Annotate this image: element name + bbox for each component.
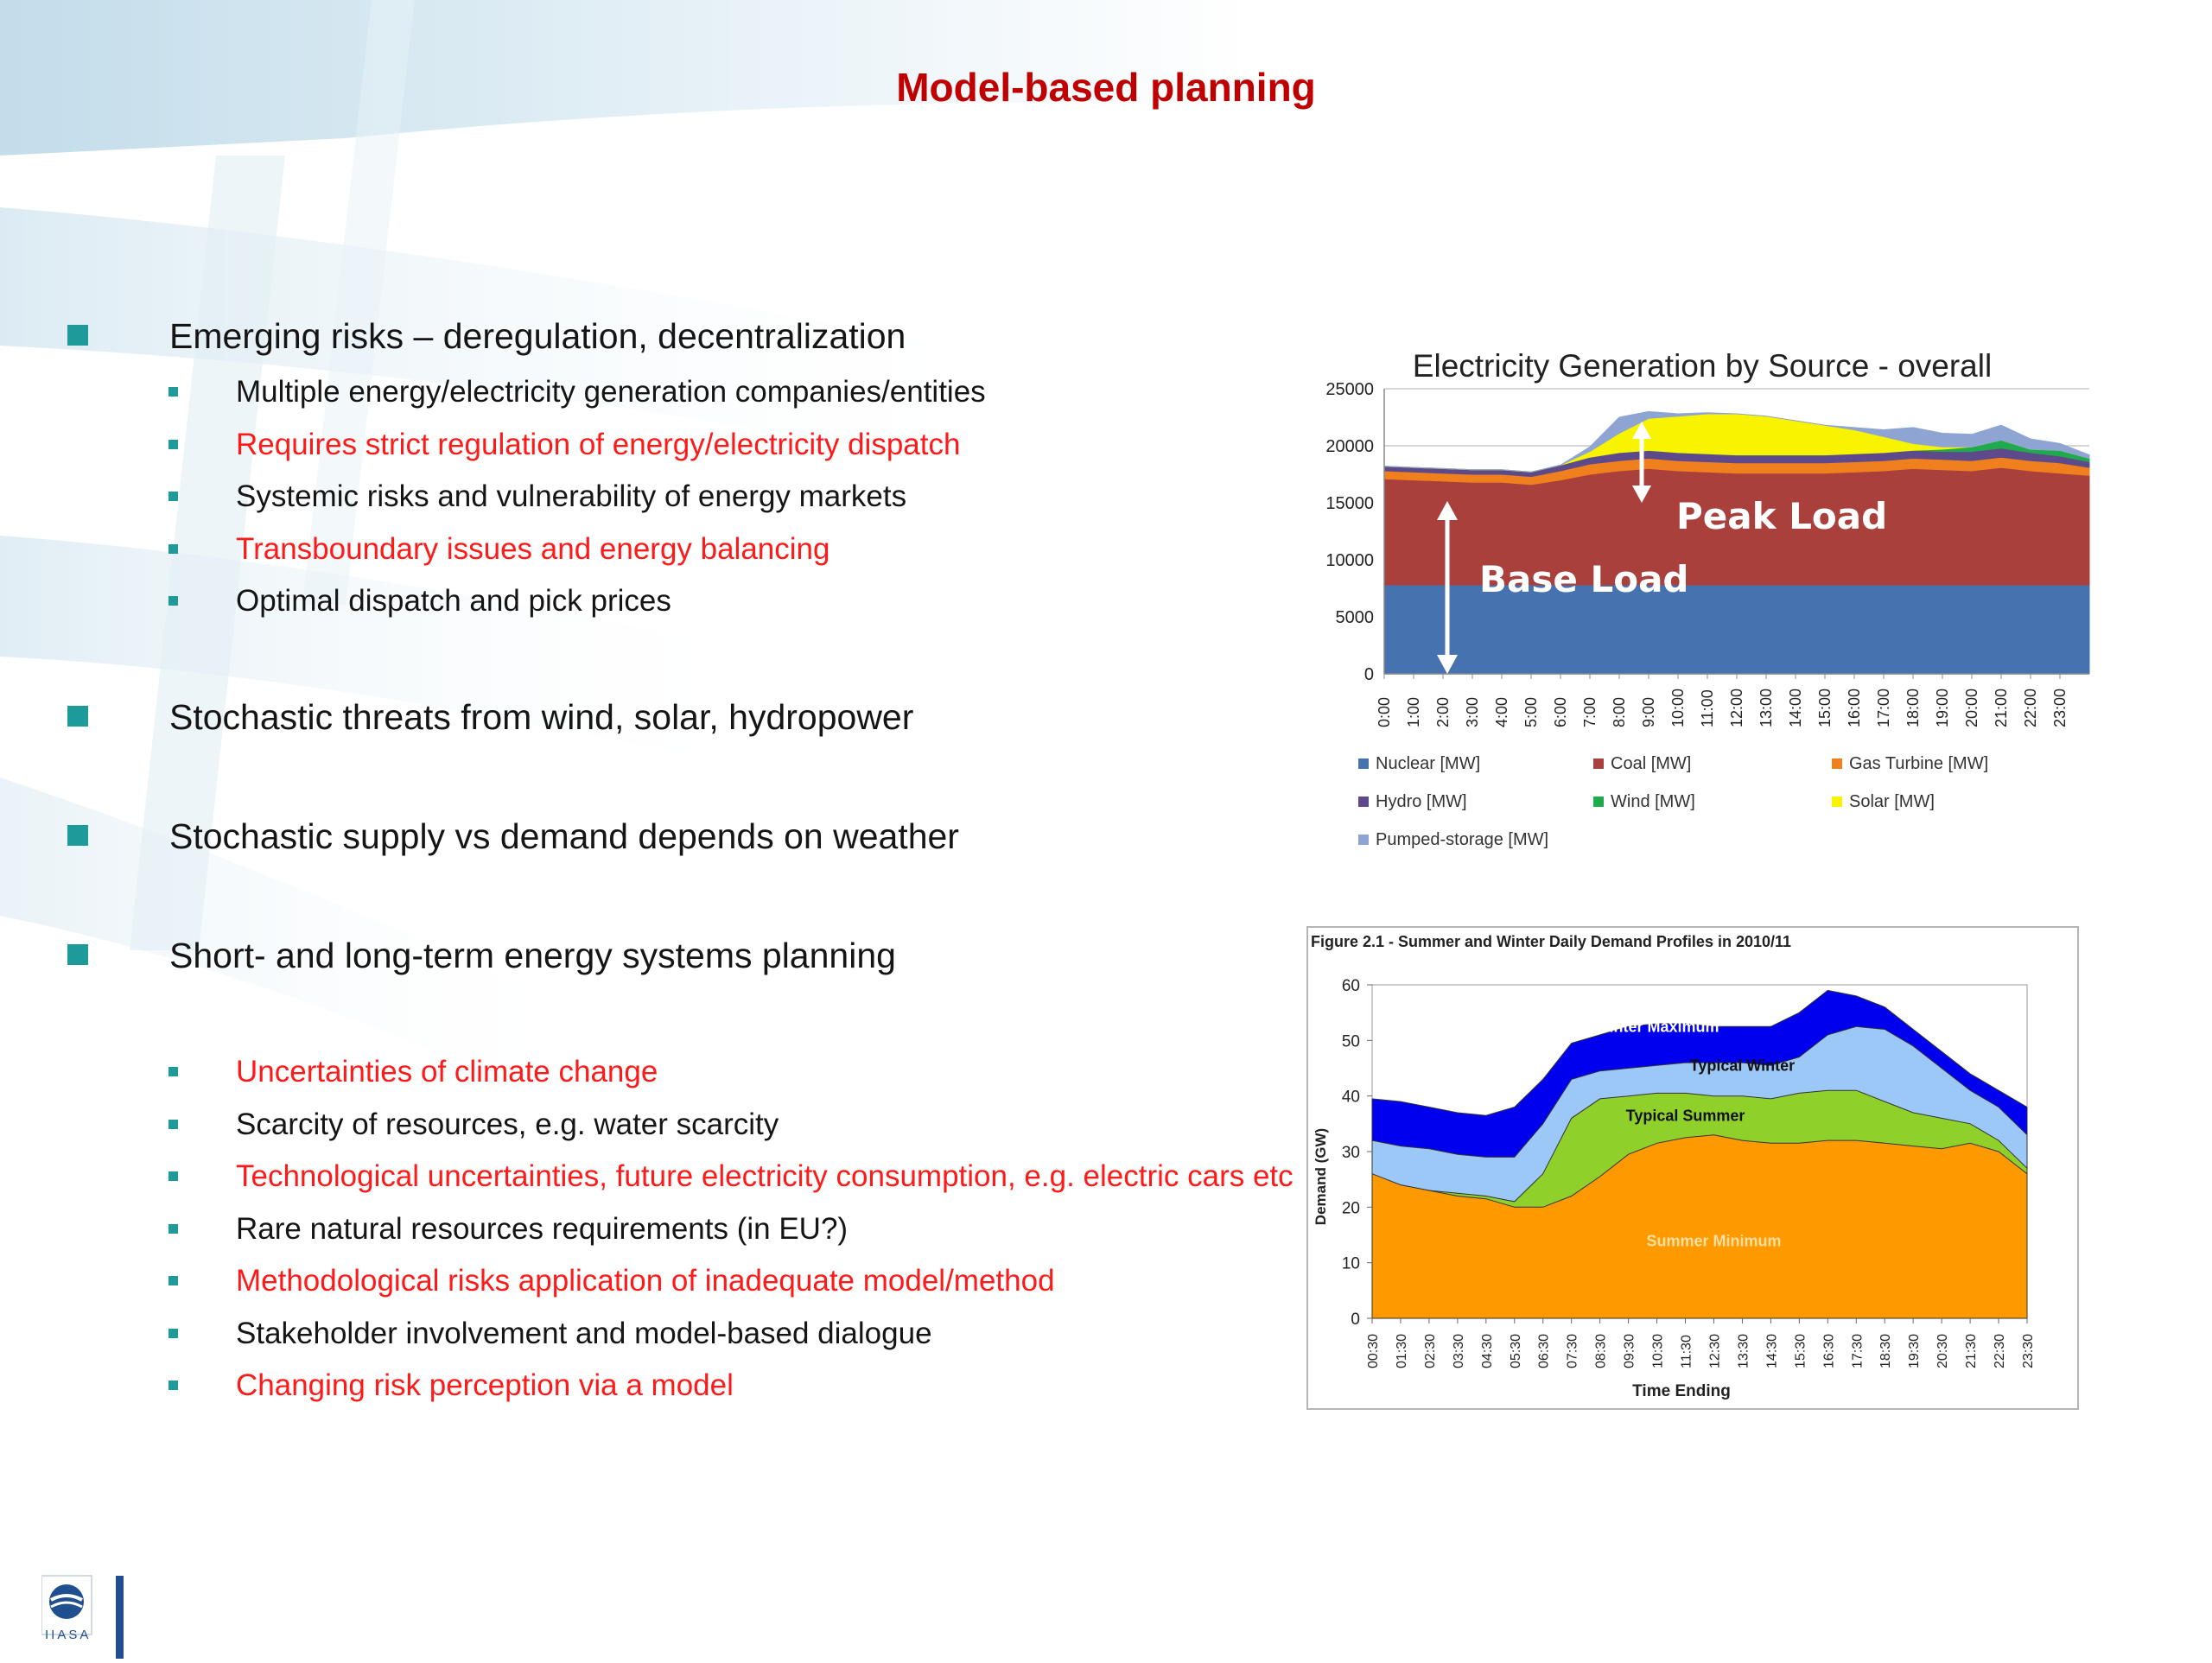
x-tick-label: 03:30	[1451, 1333, 1466, 1368]
x-tick-label: 17:00	[1875, 688, 1892, 727]
legend-swatch	[1593, 759, 1604, 769]
square-bullet-icon	[168, 596, 178, 606]
base-load-label: Base Load	[1479, 558, 1689, 600]
x-tick-label: 13:00	[1758, 688, 1775, 727]
x-tick-label: 05:30	[1508, 1333, 1523, 1368]
x-tick-label: 10:00	[1669, 688, 1687, 727]
x-tick-label: 09:30	[1622, 1333, 1637, 1368]
x-tick-label: 15:30	[1793, 1333, 1808, 1368]
sub-bullet: Changing risk perception via a model	[236, 1368, 734, 1403]
legend-label: Hydro [MW]	[1376, 792, 1467, 811]
sub-bullet: Technological uncertainties, future electricity consumption, e.g. electric cars etc	[236, 1159, 1294, 1194]
x-tick-label: 4:00	[1493, 696, 1510, 727]
x-tick-label: 22:30	[1993, 1333, 2008, 1368]
legend-swatch	[1593, 797, 1604, 807]
x-tick-label: 19:30	[1907, 1333, 1923, 1368]
series-label: Typical Summer	[1625, 1107, 1745, 1125]
y-tick-label: 15000	[1325, 494, 1374, 513]
x-tick-label: 18:30	[1878, 1333, 1894, 1368]
x-tick-label: 07:30	[1565, 1333, 1580, 1368]
square-bullet-icon	[168, 1224, 178, 1234]
x-tick-label: 19:00	[1934, 688, 1951, 727]
x-tick-label: 22:00	[2022, 688, 2039, 727]
x-tick-label: 6:00	[1552, 696, 1569, 727]
x-tick-label: 01:30	[1394, 1333, 1409, 1368]
series-label: Winter Maximum	[1594, 1018, 1719, 1036]
x-tick-label: 12:00	[1728, 688, 1745, 727]
x-tick-label: 02:30	[1422, 1333, 1438, 1368]
square-bullet-icon	[67, 825, 88, 846]
chart-title: Electricity Generation by Source - overall	[1412, 348, 1993, 384]
square-bullet-icon	[168, 387, 178, 397]
legend-swatch	[1832, 797, 1842, 807]
slide-title: Model-based planning	[896, 65, 1316, 110]
y-tick-label: 40	[1341, 1088, 1360, 1107]
square-bullet-icon	[67, 944, 88, 965]
sub-bullet: Systemic risks and vulnerability of energy markets	[236, 479, 906, 514]
y-tick-label: 50	[1341, 1032, 1360, 1051]
x-tick-label: 0:00	[1376, 696, 1393, 727]
x-tick-label: 12:30	[1707, 1333, 1723, 1368]
legend-label: Pumped-storage [MW]	[1376, 830, 1549, 849]
square-bullet-icon	[168, 1171, 178, 1181]
logo-graphic	[41, 1572, 137, 1659]
logo-text: IIASA	[45, 1628, 92, 1642]
y-tick-label: 5000	[1335, 608, 1374, 627]
chart-title: Figure 2.1 - Summer and Winter Daily Demand Profiles in 2010/11	[1311, 933, 1792, 950]
y-tick-label: 0	[1363, 665, 1374, 684]
x-tick-label: 1:00	[1405, 696, 1422, 727]
demand-profiles-chart	[1306, 926, 2079, 1410]
x-tick-label: 16:30	[1821, 1333, 1837, 1368]
x-tick-label: 20:00	[1963, 688, 1980, 727]
x-tick-label: 9:00	[1640, 696, 1657, 727]
x-tick-label: 00:30	[1366, 1333, 1381, 1368]
x-tick-label: 3:00	[1464, 696, 1481, 727]
y-axis-label: Demand (GW)	[1313, 1127, 1329, 1226]
iiasa-logo	[41, 1572, 137, 1659]
x-tick-label: 10:30	[1650, 1333, 1666, 1368]
y-tick-label: 30	[1341, 1144, 1360, 1162]
x-tick-label: 20:30	[1936, 1333, 1951, 1368]
square-bullet-icon	[168, 440, 178, 449]
x-tick-label: 2:00	[1434, 696, 1452, 727]
sub-bullet: Transboundary issues and energy balancing	[236, 532, 830, 567]
x-tick-label: 5:00	[1522, 696, 1540, 727]
x-tick-label: 11:00	[1699, 689, 1716, 727]
bullet-stochastic-threats: Stochastic threats from wind, solar, hydropower	[169, 697, 913, 738]
sub-bullet: Optimal dispatch and pick prices	[236, 584, 671, 619]
square-bullet-icon	[168, 1381, 178, 1390]
x-tick-label: 23:30	[2021, 1333, 2036, 1368]
square-bullet-icon	[67, 325, 88, 346]
x-tick-label: 8:00	[1611, 696, 1628, 727]
sub-bullet: Rare natural resources requirements (in EU?)	[236, 1212, 848, 1247]
square-bullet-icon	[168, 1329, 178, 1338]
y-tick-label: 10000	[1325, 551, 1374, 570]
x-tick-label: 08:30	[1593, 1333, 1609, 1368]
legend-swatch	[1358, 759, 1369, 769]
x-tick-label: 21:00	[1993, 688, 2010, 727]
x-tick-label: 7:00	[1581, 696, 1599, 727]
x-axis-label: Time Ending	[1632, 1382, 1731, 1400]
square-bullet-icon	[168, 1276, 178, 1285]
y-tick-label: 60	[1341, 977, 1360, 995]
sub-bullet: Requires strict regulation of energy/electricity dispatch	[236, 428, 960, 462]
x-tick-label: 21:30	[1964, 1333, 1980, 1368]
square-bullet-icon	[168, 544, 178, 554]
x-tick-label: 16:00	[1846, 688, 1863, 727]
y-tick-label: 0	[1351, 1311, 1360, 1329]
bullet-stochastic-supply: Stochastic supply vs demand depends on weather	[169, 816, 959, 857]
x-tick-label: 18:00	[1904, 688, 1922, 727]
legend-label: Gas Turbine [MW]	[1849, 754, 1989, 773]
x-tick-label: 14:30	[1764, 1333, 1780, 1368]
legend-swatch	[1358, 835, 1369, 845]
legend-swatch	[1358, 797, 1369, 807]
legend-label: Wind [MW]	[1611, 792, 1695, 811]
x-tick-label: 17:30	[1850, 1333, 1866, 1368]
y-tick-label: 10	[1341, 1254, 1360, 1273]
bullet-emerging-risks: Emerging risks – deregulation, decentralization	[169, 316, 906, 357]
legend-swatch	[1832, 759, 1842, 769]
x-tick-label: 13:30	[1736, 1333, 1751, 1368]
y-tick-label: 20000	[1325, 437, 1374, 456]
sub-bullet: Methodological risks application of inadequate model/method	[236, 1264, 1055, 1298]
square-bullet-icon	[168, 1067, 178, 1076]
legend-label: Nuclear [MW]	[1376, 754, 1481, 773]
sub-bullet: Uncertainties of climate change	[236, 1055, 658, 1089]
bullet-energy-planning: Short- and long-term energy systems planning	[169, 936, 896, 976]
peak-load-label: Peak Load	[1676, 495, 1888, 537]
sub-bullet: Multiple energy/electricity generation companies/entities	[236, 375, 986, 409]
x-tick-label: 23:00	[2051, 688, 2069, 727]
x-tick-label: 14:00	[1787, 688, 1804, 727]
series-label: Typical Winter	[1689, 1057, 1796, 1075]
y-tick-label: 20	[1341, 1199, 1360, 1218]
y-tick-label: 25000	[1325, 380, 1374, 399]
x-tick-label: 11:30	[1679, 1335, 1694, 1368]
legend-label: Coal [MW]	[1611, 754, 1692, 773]
legend-label: Solar [MW]	[1849, 792, 1935, 811]
sub-bullet: Stakeholder involvement and model-based dialogue	[236, 1317, 932, 1351]
generation-by-source-chart	[1296, 328, 2126, 881]
series-label: Summer Minimum	[1646, 1232, 1782, 1250]
x-tick-label: 15:00	[1816, 688, 1834, 727]
sub-bullet: Scarcity of resources, e.g. water scarcity	[236, 1108, 779, 1142]
x-tick-label: 06:30	[1536, 1333, 1552, 1368]
x-tick-label: 04:30	[1479, 1333, 1495, 1368]
square-bullet-icon	[67, 706, 88, 727]
square-bullet-icon	[168, 492, 178, 501]
square-bullet-icon	[168, 1120, 178, 1129]
